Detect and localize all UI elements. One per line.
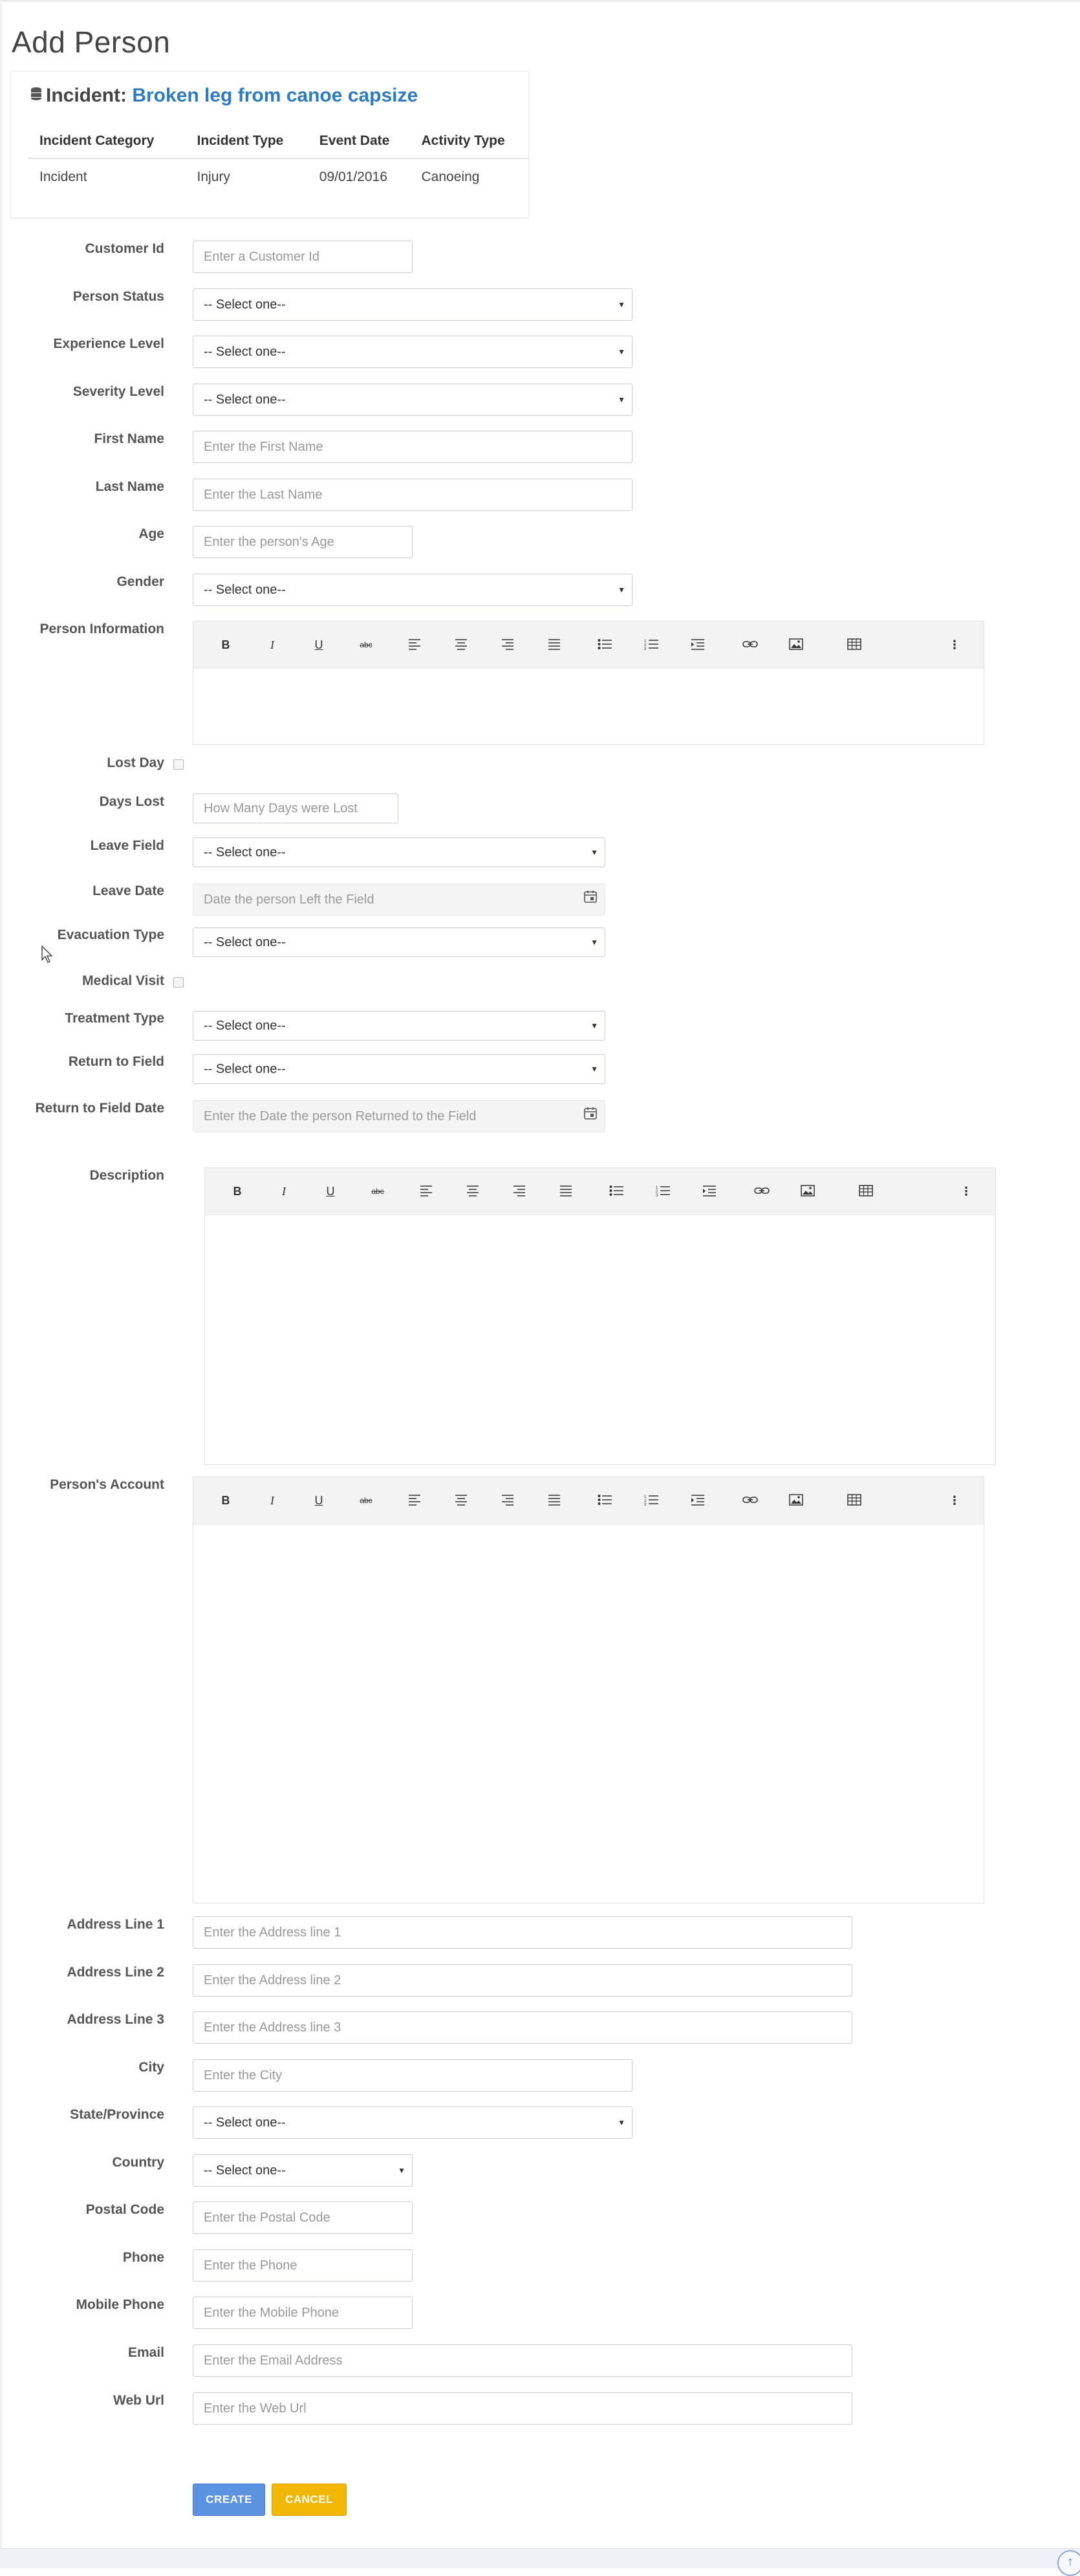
align-right-icon[interactable] xyxy=(500,1491,515,1510)
svg-text:3: 3 xyxy=(656,1194,658,1196)
cancel-button[interactable]: CANCEL xyxy=(272,2484,347,2516)
person-status-select[interactable] xyxy=(193,288,632,321)
indent-icon[interactable] xyxy=(690,1491,706,1510)
experience-level-select[interactable] xyxy=(193,336,632,368)
link-icon[interactable] xyxy=(742,636,759,654)
description-editor[interactable] xyxy=(204,1167,996,1465)
align-left-icon[interactable] xyxy=(407,1491,422,1510)
mouse-cursor-icon xyxy=(41,946,54,967)
last-name-label: Last Name xyxy=(95,479,164,494)
experience-level-label: Experience Level xyxy=(53,336,164,351)
evacuation-type-select[interactable] xyxy=(193,927,605,957)
svg-text:3: 3 xyxy=(644,647,647,650)
svg-text:2: 2 xyxy=(644,1499,647,1503)
event-date-header: Event Date xyxy=(308,133,410,158)
calendar-icon[interactable] xyxy=(584,890,597,907)
align-justify-icon[interactable] xyxy=(546,636,562,654)
bold-button[interactable]: B xyxy=(221,1494,230,1507)
country-label: Country xyxy=(112,2155,164,2170)
indent-icon[interactable] xyxy=(690,636,706,654)
more-options-icon[interactable]: ⋮ xyxy=(960,1185,972,1198)
description-label: Description xyxy=(89,1168,164,1183)
align-center-icon[interactable] xyxy=(453,1491,469,1510)
editor-toolbar xyxy=(205,1168,995,1215)
incident-type-header: Incident Type xyxy=(186,133,308,158)
address-line-1-label: Address Line 1 xyxy=(67,1917,164,1932)
lost-day-label: Lost Day xyxy=(107,755,164,770)
svg-text:2: 2 xyxy=(644,644,647,647)
more-options-icon[interactable]: ⋮ xyxy=(949,1494,960,1507)
indent-icon[interactable] xyxy=(702,1182,717,1200)
incident-summary-card xyxy=(10,71,529,218)
web-url-label: Web Url xyxy=(113,2393,164,2408)
align-center-icon[interactable] xyxy=(465,1182,481,1200)
table-icon[interactable] xyxy=(858,1182,874,1200)
create-button[interactable]: CREATE xyxy=(193,2484,265,2516)
persons-account-label: Person's Account xyxy=(50,1477,164,1492)
days-lost-label: Days Lost xyxy=(99,794,164,809)
persons-account-editor[interactable] xyxy=(193,1477,984,1903)
bold-button[interactable]: B xyxy=(233,1185,242,1198)
link-icon[interactable] xyxy=(742,1491,759,1510)
medical-visit-label: Medical Visit xyxy=(82,973,164,988)
align-left-icon[interactable] xyxy=(418,1182,434,1200)
numbered-list-icon[interactable] xyxy=(643,636,659,654)
chevron-down-icon: ▼ xyxy=(590,1065,598,1074)
evacuation-type-value: -- Select one-- xyxy=(204,935,286,949)
chevron-down-icon: ▼ xyxy=(398,2166,405,2175)
state-province-label: State/Province xyxy=(70,2107,164,2122)
gender-select[interactable] xyxy=(193,574,632,606)
incident-type-cell: Injury xyxy=(197,169,230,184)
severity-level-label: Severity Level xyxy=(72,384,164,399)
phone-input[interactable]: Enter the Phone xyxy=(193,2249,413,2282)
customer-id-label: Customer Id xyxy=(85,241,164,256)
evacuation-type-label: Evacuation Type xyxy=(57,927,164,942)
window-left-border xyxy=(0,0,2,2548)
return-to-field-value: -- Select one-- xyxy=(204,1061,286,1076)
lost-day-checkbox[interactable] xyxy=(173,759,184,770)
align-justify-icon[interactable] xyxy=(558,1182,574,1200)
chevron-down-icon: ▼ xyxy=(618,2118,625,2127)
svg-text:2: 2 xyxy=(656,1190,658,1194)
incident-table xyxy=(28,133,528,185)
chevron-down-icon: ▼ xyxy=(590,938,598,947)
leave-field-select[interactable] xyxy=(193,838,605,867)
svg-text:1: 1 xyxy=(644,1495,647,1499)
leave-date-label: Leave Date xyxy=(92,883,164,898)
strikethrough-button[interactable]: abc xyxy=(371,1187,384,1196)
incident-heading xyxy=(30,85,418,107)
editor-toolbar xyxy=(193,622,984,669)
numbered-list-icon[interactable] xyxy=(655,1182,671,1200)
underline-button[interactable]: U xyxy=(326,1185,335,1198)
align-justify-icon[interactable] xyxy=(546,1491,562,1510)
state-province-value: -- Select one-- xyxy=(204,2115,286,2130)
footer-bar xyxy=(0,2548,1080,2568)
address-line-2-input[interactable]: Enter the Address line 2 xyxy=(193,1964,852,1997)
age-label: Age xyxy=(138,526,164,541)
strikethrough-button[interactable]: abc xyxy=(360,640,373,649)
country-value: -- Select one-- xyxy=(204,2163,286,2178)
align-right-icon[interactable] xyxy=(512,1182,527,1200)
postal-code-label: Postal Code xyxy=(85,2202,164,2217)
mobile-phone-input[interactable]: Enter the Mobile Phone xyxy=(193,2297,413,2329)
window-top-border xyxy=(0,0,1080,2)
days-lost-input[interactable]: How Many Days were Lost xyxy=(193,794,398,823)
event-date-cell: 09/01/2016 xyxy=(319,169,387,184)
image-icon[interactable] xyxy=(788,636,804,654)
align-center-icon[interactable] xyxy=(453,636,469,654)
email-input[interactable]: Enter the Email Address xyxy=(193,2344,852,2377)
return-to-field-date-placeholder: Enter the Date the person Returned to the Field xyxy=(204,1109,477,1123)
treatment-type-value: -- Select one-- xyxy=(204,1018,286,1033)
leave-field-label: Leave Field xyxy=(90,838,164,853)
person-status-value: -- Select one-- xyxy=(204,297,286,312)
svg-text:1: 1 xyxy=(656,1186,658,1190)
leave-field-value: -- Select one-- xyxy=(204,845,286,860)
leave-date-placeholder: Date the person Left the Field xyxy=(204,892,374,907)
bullet-list-icon[interactable] xyxy=(597,1491,612,1510)
city-input[interactable]: Enter the City xyxy=(193,2059,632,2092)
bullet-list-icon[interactable] xyxy=(597,636,612,654)
phone-label: Phone xyxy=(122,2250,164,2265)
strikethrough-button[interactable]: abc xyxy=(360,1496,373,1505)
address-line-1-input[interactable]: Enter the Address line 1 xyxy=(193,1916,852,1949)
experience-level-value: -- Select one-- xyxy=(204,344,286,359)
address-line-2-label: Address Line 2 xyxy=(67,1965,164,1980)
postal-code-input[interactable]: Enter the Postal Code xyxy=(193,2202,413,2234)
customer-id-input[interactable]: Enter a Customer Id xyxy=(193,241,413,273)
country-select[interactable] xyxy=(193,2154,413,2187)
image-icon[interactable] xyxy=(788,1491,804,1510)
page-title: Add Person xyxy=(12,25,171,59)
return-to-field-label: Return to Field xyxy=(68,1054,164,1069)
severity-level-value: -- Select one-- xyxy=(204,392,286,407)
city-label: City xyxy=(138,2060,164,2075)
editor-toolbar xyxy=(193,1477,984,1524)
align-left-icon[interactable] xyxy=(407,636,422,654)
gender-label: Gender xyxy=(116,574,164,589)
chevron-down-icon: ▼ xyxy=(618,395,625,404)
numbered-list-icon[interactable] xyxy=(643,1491,659,1510)
italic-button[interactable]: I xyxy=(270,1494,274,1507)
mobile-phone-label: Mobile Phone xyxy=(76,2297,164,2312)
incident-prefix: Incident: xyxy=(46,85,127,106)
italic-button[interactable]: I xyxy=(282,1185,286,1198)
return-to-field-date-label: Return to Field Date xyxy=(35,1101,164,1116)
age-input[interactable]: Enter the person's Age xyxy=(193,526,413,558)
bold-button[interactable]: B xyxy=(221,638,230,651)
incident-category-header: Incident Category xyxy=(28,133,186,158)
chevron-down-icon: ▼ xyxy=(618,585,625,594)
web-url-input[interactable]: Enter the Web Url xyxy=(193,2392,852,2425)
svg-text:1: 1 xyxy=(644,640,647,644)
link-icon[interactable] xyxy=(753,1182,770,1200)
state-province-select[interactable] xyxy=(193,2106,632,2139)
underline-button[interactable]: U xyxy=(314,1494,323,1507)
severity-level-select[interactable] xyxy=(193,384,632,416)
gender-value: -- Select one-- xyxy=(204,582,286,597)
calendar-icon[interactable] xyxy=(584,1107,597,1123)
email-label: Email xyxy=(127,2345,164,2360)
chevron-down-icon: ▼ xyxy=(618,347,625,356)
underline-button[interactable]: U xyxy=(314,638,323,651)
table-row xyxy=(28,158,528,185)
person-status-label: Person Status xyxy=(72,289,164,304)
chevron-down-icon: ▼ xyxy=(590,848,598,857)
activity-type-header: Activity Type xyxy=(410,133,528,158)
medical-visit-checkbox[interactable] xyxy=(173,977,184,988)
person-information-editor[interactable] xyxy=(193,621,984,745)
table-icon[interactable] xyxy=(847,636,862,654)
treatment-type-label: Treatment Type xyxy=(65,1011,164,1026)
return-to-field-select[interactable] xyxy=(193,1054,605,1084)
first-name-input[interactable]: Enter the First Name xyxy=(193,431,632,463)
chevron-down-icon: ▼ xyxy=(590,1021,598,1030)
address-line-3-input[interactable]: Enter the Address line 3 xyxy=(193,2011,852,2044)
last-name-input[interactable]: Enter the Last Name xyxy=(193,479,632,511)
treatment-type-select[interactable] xyxy=(193,1011,605,1041)
more-options-icon[interactable]: ⋮ xyxy=(949,638,960,651)
scroll-to-top-icon[interactable]: ↑ xyxy=(1057,2550,1080,2576)
activity-type-cell: Canoeing xyxy=(421,169,480,184)
address-line-3-label: Address Line 3 xyxy=(67,2012,164,2027)
incident-category-cell: Incident xyxy=(39,169,87,184)
leave-date-input[interactable] xyxy=(193,883,605,916)
chevron-down-icon: ▼ xyxy=(618,300,625,309)
image-icon[interactable] xyxy=(800,1182,815,1200)
bullet-list-icon[interactable] xyxy=(609,1182,624,1200)
align-right-icon[interactable] xyxy=(500,636,515,654)
incident-name: Broken leg from canoe capsize xyxy=(132,85,418,106)
database-icon xyxy=(30,85,42,107)
svg-text:3: 3 xyxy=(644,1503,647,1506)
first-name-label: First Name xyxy=(94,431,164,446)
italic-button[interactable]: I xyxy=(270,638,274,651)
return-to-field-date-input[interactable] xyxy=(193,1100,605,1132)
person-information-label: Person Information xyxy=(39,622,164,636)
table-icon[interactable] xyxy=(847,1491,862,1510)
